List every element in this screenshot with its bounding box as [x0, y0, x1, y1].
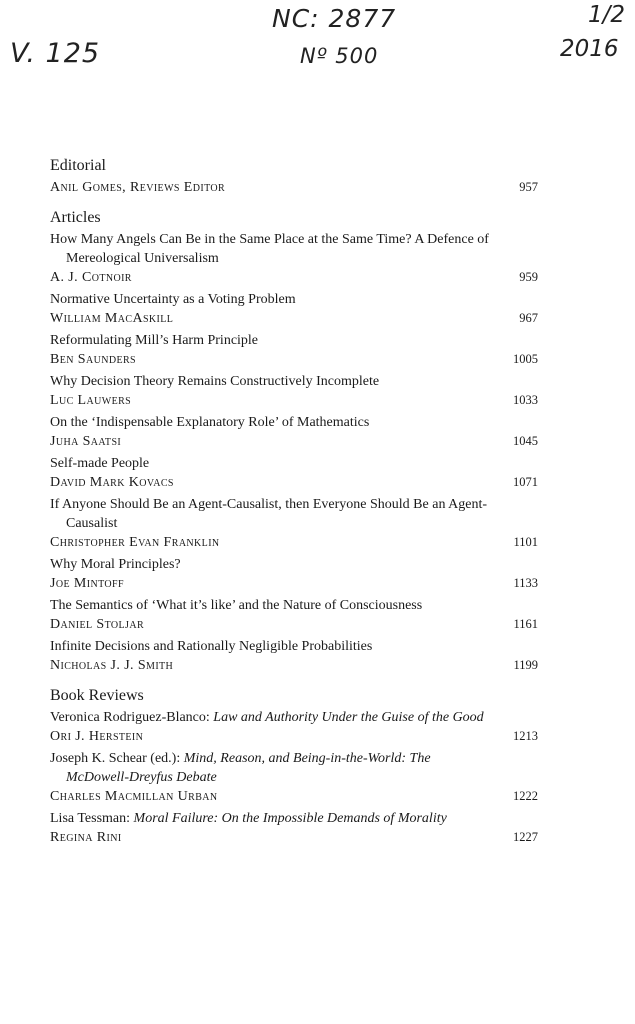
book-reviews-heading: Book Reviews	[50, 687, 144, 704]
book-review-title	[50, 749, 538, 787]
book-review-byline	[50, 787, 538, 806]
article-byline	[50, 615, 538, 634]
article-page: 1161	[513, 617, 538, 631]
book-review-entry	[50, 708, 538, 746]
book-reviews-list	[50, 708, 538, 847]
article-author: Daniel Stoljar	[50, 617, 145, 632]
article-page: 959	[519, 270, 538, 284]
article-byline	[50, 473, 538, 492]
article-byline	[50, 432, 538, 451]
articles-section	[50, 208, 538, 675]
article-title: How Many Angels Can Be in the Same Place at the Same Time? A Defence of Mereological Universalism	[50, 232, 489, 266]
article-entry	[50, 596, 538, 634]
reviewed-book-title: Mind, Reason, and Being-in-the-World: The McDowell-Dreyfus Debate	[66, 751, 431, 785]
book-review-author: Regina Rini	[50, 830, 122, 845]
article-byline	[50, 656, 538, 675]
articles-heading: Articles	[50, 209, 101, 226]
editorial-entry	[50, 178, 538, 197]
book-review-title	[50, 708, 538, 727]
book-review-entry	[50, 809, 538, 847]
handwritten-issue-number: Nº 500	[300, 44, 379, 68]
article-title: Reformulating Mill’s Harm Principle	[50, 333, 259, 348]
book-review-author: Ori J. Herstein	[50, 729, 144, 744]
book-review-title	[50, 809, 538, 828]
article-entry	[50, 413, 538, 451]
article-title: Normative Uncertainty as a Voting Problem	[50, 292, 296, 307]
article-entry	[50, 372, 538, 410]
editorial-section	[50, 156, 538, 197]
article-byline	[50, 574, 538, 593]
article-author: Juha Saatsi	[50, 434, 122, 449]
article-page: 1005	[513, 352, 538, 366]
editorial-author: Anil Gomes, Reviews Editor	[50, 180, 226, 195]
article-title: Why Decision Theory Remains Constructively Incomplete	[50, 374, 380, 389]
article-page: 1033	[513, 393, 538, 407]
article-title: Why Moral Principles?	[50, 557, 181, 572]
article-author: David Mark Kovacs	[50, 475, 174, 490]
article-author: Christopher Evan Franklin	[50, 535, 220, 550]
article-entry	[50, 290, 538, 328]
article-author: William MacAskill	[50, 311, 174, 326]
book-review-author: Charles Macmillan Urban	[50, 789, 218, 804]
handwritten-issue: 1/2	[588, 2, 626, 28]
reviewed-book-title: Moral Failure: On the Impossible Demands of Morality	[133, 811, 447, 826]
article-author: Nicholas J. J. Smith	[50, 658, 174, 673]
article-byline	[50, 309, 538, 328]
article-entry	[50, 230, 538, 287]
article-page: 1101	[513, 535, 538, 549]
article-entry	[50, 555, 538, 593]
article-author: A. J. Cotnoir	[50, 270, 132, 285]
book-review-byline	[50, 828, 538, 847]
article-title: The Semantics of ‘What it’s like’ and the Nature of Consciousness	[50, 598, 423, 613]
book-review-page: 1222	[513, 789, 538, 803]
article-page: 1199	[513, 658, 538, 672]
handwritten-year: 2016	[560, 36, 619, 62]
reviewed-book-author: Veronica Rodriguez-Blanco:	[50, 710, 210, 725]
article-byline	[50, 533, 538, 552]
book-review-byline	[50, 727, 538, 746]
article-byline	[50, 391, 538, 410]
table-of-contents	[50, 156, 538, 858]
article-page: 1045	[513, 434, 538, 448]
article-title: Self-made People	[50, 456, 150, 471]
articles-list	[50, 230, 538, 675]
book-reviews-section	[50, 686, 538, 847]
editorial-page: 957	[519, 180, 538, 194]
reviewed-book-author: Lisa Tessman:	[50, 811, 131, 826]
article-author: Joe Mintoff	[50, 576, 124, 591]
article-title: On the ‘Indispensable Explanatory Role’ of Mathematics	[50, 415, 370, 430]
article-page: 967	[519, 311, 538, 325]
article-entry	[50, 637, 538, 675]
editorial-heading: Editorial	[50, 157, 106, 174]
article-page: 1071	[513, 475, 538, 489]
book-review-page: 1213	[513, 729, 538, 743]
article-page: 1133	[513, 576, 538, 590]
article-byline	[50, 350, 538, 369]
handwritten-nc-number: NC: 2877	[272, 4, 397, 33]
article-entry	[50, 331, 538, 369]
reviewed-book-title: Law and Authority Under the Guise of the Good	[213, 710, 484, 725]
article-entry	[50, 454, 538, 492]
article-title: Infinite Decisions and Rationally Negligible Probabilities	[50, 639, 373, 654]
book-review-page: 1227	[513, 830, 538, 844]
handwritten-volume: V. 125	[10, 38, 101, 69]
reviewed-book-author: Joseph K. Schear (ed.):	[50, 751, 181, 766]
article-byline	[50, 268, 538, 287]
book-review-entry	[50, 749, 538, 806]
article-author: Luc Lauwers	[50, 393, 132, 408]
article-title: If Anyone Should Be an Agent-Causalist, then Everyone Should Be an Agent-Causalist	[50, 497, 488, 531]
article-author: Ben Saunders	[50, 352, 136, 367]
article-entry	[50, 495, 538, 552]
